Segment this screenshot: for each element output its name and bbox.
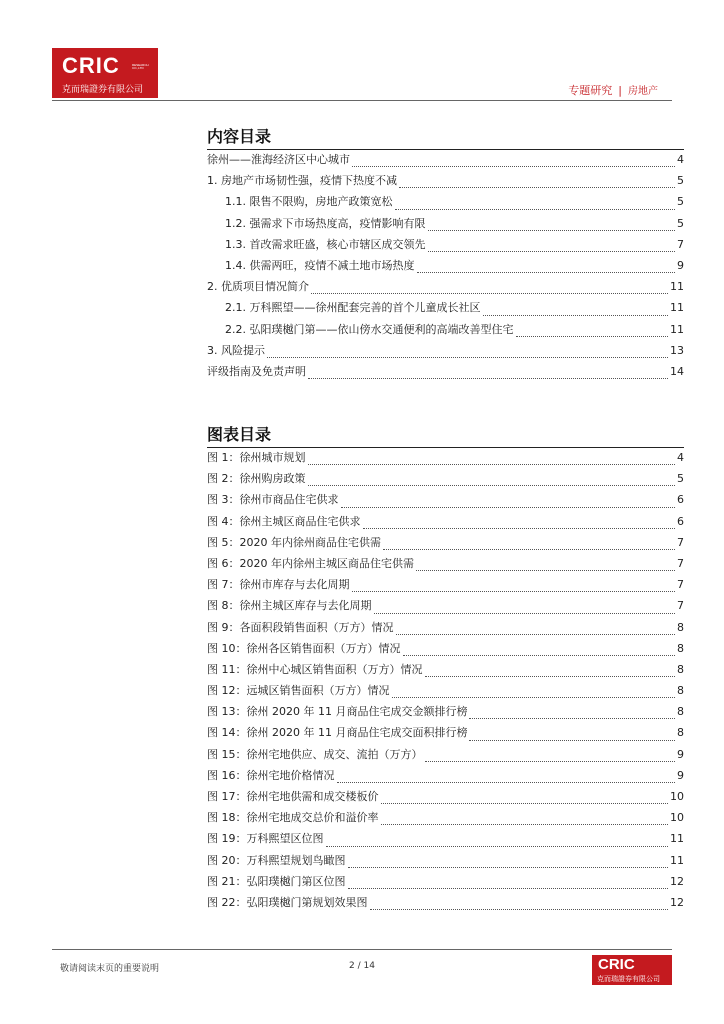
toc-leader-dots (395, 208, 676, 210)
footer-logo-brand: CRIC (598, 956, 635, 973)
toc-entry-title: 图 21：弘阳璞樾门第区位图 (207, 874, 346, 888)
toc-leader-dots (326, 845, 669, 847)
toc-leader-dots (348, 866, 669, 868)
toc-entry-page: 5 (677, 216, 684, 230)
toc-entry[interactable] (207, 724, 684, 745)
toc-entry-title: 图 7：徐州市库存与去化周期 (207, 578, 350, 592)
toc-entry[interactable] (207, 151, 684, 172)
toc-entry-page: 5 (677, 195, 684, 209)
report-type: 专题研究 (568, 84, 613, 97)
logo-company-name: 克而瑞證券有限公司 (62, 85, 144, 95)
toc-entry-page: 9 (677, 258, 684, 272)
toc-entry[interactable] (207, 852, 684, 873)
logo-brand: CRIC (62, 53, 120, 78)
toc-leader-dots (425, 675, 676, 677)
toc-leader-dots (352, 590, 676, 592)
toc-leader-dots (308, 484, 676, 486)
toc-entry-title: 1.4. 供需两旺，疫情不减土地市场热度 (225, 258, 415, 272)
toc-entry[interactable] (207, 342, 684, 363)
footer-divider (52, 949, 672, 950)
toc-entry-title: 1.2. 强需求下市场热度高，疫情影响有限 (225, 216, 426, 230)
toc-entry-title: 图 9：各面积段销售面积（万方）情况 (207, 620, 394, 634)
toc-entry[interactable] (207, 299, 684, 320)
toc-entry-title: 图 5：2020 年内徐州商品住宅供需 (207, 535, 381, 549)
toc-entry-page: 8 (677, 662, 684, 676)
logo-tagline: RESEARCH CO.,LTD (132, 63, 149, 70)
toc-entry-title: 1.3. 首改需求旺盛，核心市辖区成交领先 (225, 237, 426, 251)
toc-leader-dots (416, 569, 675, 571)
toc-entry[interactable] (207, 193, 684, 214)
toc-entry-page: 8 (677, 726, 684, 740)
toc-entry-page: 13 (670, 343, 684, 357)
toc-leader-dots (374, 612, 676, 614)
toc-entry-title: 图 22：弘阳璞樾门第规划效果图 (207, 895, 368, 909)
toc-leader-dots (363, 527, 676, 529)
toc-entry-title: 1.1. 限售不限购，房地产政策宽松 (225, 195, 393, 209)
contents-list (207, 151, 684, 384)
toc-entry-title: 3. 风险提示 (207, 343, 265, 357)
toc-leader-dots (399, 186, 675, 188)
toc-entry-page: 10 (670, 811, 684, 825)
toc-entry-page: 11 (670, 853, 684, 867)
toc-entry-page: 5 (677, 174, 684, 188)
toc-leader-dots (428, 229, 676, 231)
toc-leader-dots (348, 887, 669, 889)
toc-entry[interactable] (207, 640, 684, 661)
header-separator: | (618, 84, 622, 97)
toc-entry[interactable] (207, 873, 684, 894)
toc-entry[interactable] (207, 470, 684, 491)
toc-leader-dots (337, 781, 676, 783)
toc-entry-page: 4 (677, 153, 684, 166)
toc-entry-title: 徐州——淮海经济区中心城市 (207, 153, 350, 166)
toc-entry-page: 6 (677, 514, 684, 528)
toc-entry[interactable] (207, 491, 684, 512)
toc-leader-dots (469, 717, 675, 719)
toc-entry-title: 图 18：徐州宅地成交总价和溢价率 (207, 811, 379, 825)
toc-entry-title: 图 14：徐州 2020 年 11 月商品住宅成交面积排行榜 (207, 726, 468, 740)
toc-entry-title: 2.1. 万科熙望——徐州配套完善的首个儿童成长社区 (225, 301, 481, 315)
toc-entry[interactable] (207, 576, 684, 597)
toc-entry-page: 7 (677, 599, 684, 613)
footer-logo-company: 克而瑞證券有限公司 (597, 975, 660, 983)
footer-logo (592, 955, 672, 985)
toc-entry[interactable] (207, 746, 684, 767)
toc-entry-page: 12 (670, 895, 684, 909)
figures-title: 图表目录 (207, 425, 272, 444)
toc-entry[interactable] (207, 619, 684, 640)
toc-leader-dots (267, 356, 668, 358)
toc-entry-page: 7 (677, 556, 684, 570)
toc-entry[interactable] (207, 215, 684, 236)
toc-entry-page: 11 (670, 301, 684, 315)
toc-entry-title: 图 17：徐州宅地供需和成交楼板价 (207, 790, 379, 803)
report-sector: 房地产 (628, 86, 658, 97)
toc-entry-title: 图 8：徐州主城区库存与去化周期 (207, 599, 372, 613)
toc-leader-dots (428, 250, 676, 252)
toc-entry-page: 10 (670, 790, 684, 803)
toc-entry-page: 7 (677, 535, 684, 549)
toc-leader-dots (352, 165, 675, 167)
toc-leader-dots (308, 377, 668, 379)
toc-entry-title: 2. 优质项目情况简介 (207, 280, 309, 294)
toc-entry-page: 5 (677, 472, 684, 486)
toc-leader-dots (392, 696, 676, 698)
toc-entry-title: 图 11：徐州中心城区销售面积（万方）情况 (207, 662, 423, 676)
toc-entry-page: 9 (677, 768, 684, 782)
toc-entry[interactable] (207, 555, 684, 576)
toc-entry-title: 图 1：徐州城市规划 (207, 451, 306, 464)
toc-leader-dots (417, 271, 676, 273)
toc-entry-page: 7 (677, 578, 684, 592)
toc-entry-page: 9 (677, 747, 684, 761)
toc-entry-title: 图 2：徐州购房政策 (207, 472, 306, 486)
toc-entry[interactable] (207, 703, 684, 724)
toc-entry[interactable] (207, 449, 684, 470)
toc-entry[interactable] (207, 661, 684, 682)
toc-entry-page: 4 (677, 451, 684, 464)
toc-leader-dots (425, 760, 676, 762)
toc-leader-dots (311, 292, 668, 294)
toc-entry-page: 7 (677, 237, 684, 251)
toc-entry-page: 11 (670, 322, 684, 336)
toc-entry-page: 12 (670, 874, 684, 888)
contents-title: 内容目录 (207, 127, 272, 146)
toc-entry-title: 图 10：徐州各区销售面积（万方）情况 (207, 641, 401, 655)
toc-entry-page: 8 (677, 684, 684, 698)
toc-entry-title: 图 12：远城区销售面积（万方）情况 (207, 684, 390, 698)
toc-entry-title: 图 4：徐州主城区商品住宅供求 (207, 514, 361, 528)
toc-entry-title: 1. 房地产市场韧性强，疫情下热度不减 (207, 174, 397, 188)
toc-leader-dots (381, 823, 669, 825)
toc-entry-title: 评级指南及免责声明 (207, 364, 306, 378)
toc-entry-page: 6 (677, 493, 684, 507)
toc-entry-title: 图 20：万科熙望规划鸟瞰图 (207, 853, 346, 867)
figures-list (207, 449, 684, 915)
toc-entry-page: 8 (677, 705, 684, 719)
toc-entry-page: 14 (670, 364, 684, 378)
toc-leader-dots (516, 335, 669, 337)
toc-leader-dots (370, 908, 669, 910)
page-number: 2 / 14 (349, 961, 375, 971)
toc-entry[interactable] (207, 788, 684, 809)
toc-entry[interactable] (207, 321, 684, 342)
contents-title-rule (207, 149, 684, 150)
toc-entry-page: 11 (670, 280, 684, 294)
toc-leader-dots (483, 314, 669, 316)
figures-title-rule (207, 447, 684, 448)
toc-entry[interactable] (207, 597, 684, 618)
toc-entry-title: 图 16：徐州宅地价格情况 (207, 768, 335, 782)
toc-entry[interactable] (207, 894, 684, 915)
toc-leader-dots (403, 654, 676, 656)
toc-entry[interactable] (207, 363, 684, 384)
toc-leader-dots (341, 506, 676, 508)
header-divider (52, 100, 672, 101)
toc-entry-title: 2.2. 弘阳璞樾门第——依山傍水交通便利的高端改善型住宅 (225, 322, 514, 336)
report-category (568, 82, 658, 98)
toc-entry[interactable] (207, 830, 684, 851)
toc-entry-title: 图 13：徐州 2020 年 11 月商品住宅成交金额排行榜 (207, 705, 468, 719)
toc-leader-dots (381, 802, 669, 804)
toc-entry-page: 8 (677, 620, 684, 634)
toc-entry-title: 图 3：徐州市商品住宅供求 (207, 493, 339, 507)
toc-entry-page: 8 (677, 641, 684, 655)
toc-entry[interactable] (207, 534, 684, 555)
toc-entry[interactable] (207, 278, 684, 299)
toc-entry[interactable] (207, 767, 684, 788)
toc-leader-dots (308, 463, 676, 465)
company-logo (52, 48, 158, 98)
toc-entry[interactable] (207, 809, 684, 830)
toc-entry[interactable] (207, 682, 684, 703)
toc-leader-dots (383, 548, 675, 550)
footer-notice: 敬请阅读末页的重要说明 (60, 964, 160, 974)
toc-entry[interactable] (207, 257, 684, 278)
toc-entry-page: 11 (670, 832, 684, 846)
toc-entry-title: 图 6：2020 年内徐州主城区商品住宅供需 (207, 556, 414, 570)
toc-entry[interactable] (207, 172, 684, 193)
toc-leader-dots (396, 633, 676, 635)
toc-entry-title: 图 15：徐州宅地供应、成交、流拍（万方） (207, 747, 423, 761)
toc-entry-title: 图 19：万科熙望区位图 (207, 832, 324, 846)
toc-leader-dots (469, 739, 675, 741)
toc-entry[interactable] (207, 513, 684, 534)
toc-entry[interactable] (207, 236, 684, 257)
